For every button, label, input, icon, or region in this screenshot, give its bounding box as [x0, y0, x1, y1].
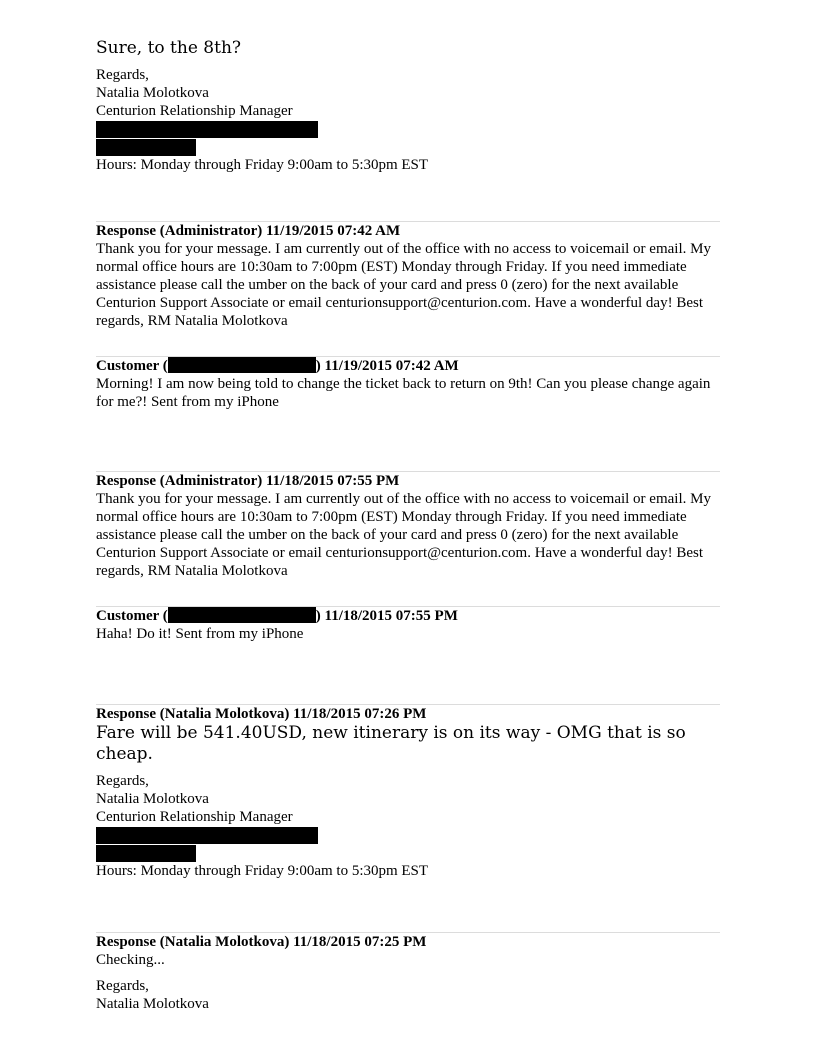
message-administrator	[96, 472, 720, 580]
message-body: Thank you for your message. I am currently out of the office with no access to voicemail or email. My normal office hours are 10:30am to 7:00pm (EST) Monday through Friday. If you need immediate assistance please call the umber on the back of your card and press 0 (zero) for the next available Centurion Support Associate or email centurionsupport@centurion.com. Have a wonderful day! Best regards, RM Natalia Molotkova	[96, 491, 711, 579]
message-timestamp: 11/19/2015 07:42 AM	[266, 223, 401, 239]
message-administrator	[96, 222, 720, 330]
message-natalia-lead	[96, 38, 720, 174]
signature-name: Natalia Molotkova	[96, 85, 209, 101]
message-header	[96, 222, 720, 240]
message-author: Response (Natalia Molotkova)	[96, 934, 290, 950]
message-author-prefix: Customer (	[96, 608, 168, 624]
message-lead-text: Sure, to the 8th?	[96, 38, 242, 58]
message-author-suffix: )	[315, 358, 321, 374]
message-author: Response (Administrator)	[96, 223, 263, 239]
message-body: Haha! Do it! Sent from my iPhone	[96, 626, 304, 642]
signature-hours: Hours: Monday through Friday 9:00am to 5:30pm EST	[96, 157, 429, 173]
message-customer	[96, 357, 720, 411]
signature-title: Centurion Relationship Manager	[96, 809, 293, 825]
signature-name: Natalia Molotkova	[96, 996, 209, 1012]
signature-title: Centurion Relationship Manager	[96, 103, 293, 119]
signature-name: Natalia Molotkova	[96, 791, 209, 807]
message-customer	[96, 607, 720, 643]
message-timestamp: 11/18/2015 07:26 PM	[293, 706, 427, 722]
signature-regards: Regards,	[96, 773, 149, 789]
message-header	[96, 705, 720, 723]
message-header	[96, 933, 720, 951]
message-natalia	[96, 933, 720, 1013]
message-author-suffix: )	[315, 608, 321, 624]
message-timestamp: 11/18/2015 07:55 PM	[266, 473, 400, 489]
message-header	[96, 357, 720, 375]
signature-regards: Regards,	[96, 978, 149, 994]
message-header	[96, 472, 720, 490]
redacted-customer-name	[168, 357, 316, 373]
message-lead-text: Fare will be 541.40USD, new itinerary is on its way - OMG that is so cheap.	[96, 723, 686, 764]
message-timestamp: 11/19/2015 07:42 AM	[324, 358, 459, 374]
message-timestamp: 11/18/2015 07:55 PM	[324, 608, 458, 624]
signature-hours: Hours: Monday through Friday 9:00am to 5:30pm EST	[96, 863, 429, 879]
message-natalia	[96, 705, 720, 880]
message-author: Response (Administrator)	[96, 473, 263, 489]
redacted-contact-block	[96, 139, 196, 156]
message-header	[96, 607, 720, 625]
message-timestamp: 11/18/2015 07:25 PM	[293, 934, 427, 950]
message-body: Thank you for your message. I am currently out of the office with no access to voicemail or email. My normal office hours are 10:30am to 7:00pm (EST) Monday through Friday. If you need immediate assistance please call the umber on the back of your card and press 0 (zero) for the next available Centurion Support Associate or email centurionsupport@centurion.com. Have a wonderful day! Best regards, RM Natalia Molotkova	[96, 241, 711, 329]
signature-regards: Regards,	[96, 67, 149, 83]
redacted-contact-block	[96, 845, 196, 862]
redacted-contact-block	[96, 121, 318, 138]
redacted-contact-block	[96, 827, 318, 844]
message-author: Response (Natalia Molotkova)	[96, 706, 290, 722]
message-body: Morning! I am now being told to change the ticket back to return on 9th! Can you please change again for me?! Sent from my iPhone	[96, 376, 711, 410]
redacted-customer-name	[168, 607, 316, 623]
message-body: Checking...	[96, 952, 165, 968]
message-author-prefix: Customer (	[96, 358, 168, 374]
